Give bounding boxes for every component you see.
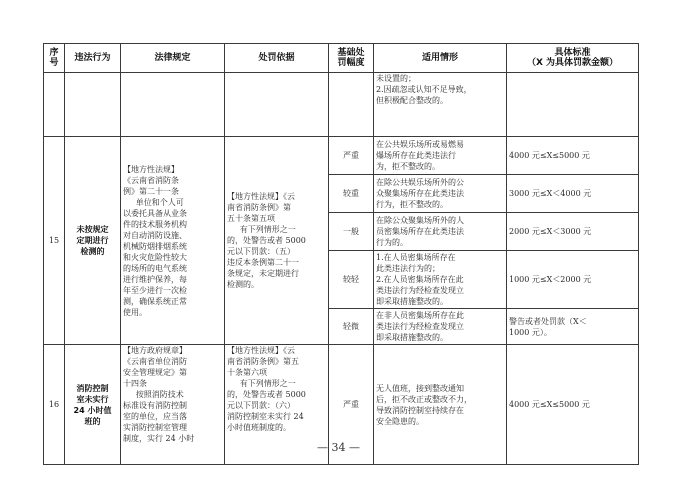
law-cell: 【地方政府规章】 《云南省单位消防 安全管理规定》第 十四条 按照消防技术 标准设有消防控制 室的单位，应当落 实消防控制室管理 制度，实行 24 小时 <box>121 345 225 465</box>
law-cell: 【地方性法规】 《云南省消防条 例》第二十一条 单位和个人可 以委托具备从业条 件的技术服务机构 对自动消防设施、 机械防烟排烟系统 和火灾危险性较大 的场所的电气系统 进行维护保养，每 年至少进行一次检 测，确保系统正常 使用。 <box>121 137 225 345</box>
degree-cell: 一般 <box>329 213 374 251</box>
standard-cell: 2000 元≤X＜3000 元 <box>507 213 639 251</box>
table-row-continued <box>44 73 639 137</box>
punishment-basis-cell: 【地方性法规】《云 南省消防条例》第 五十条第五项 有下列情形之一 的，处警告或者 5000 元以下罚款：（五） 违反本条例第二十一 条规定，未定期进行 检测的。 <box>225 137 329 345</box>
header-act: 违法行为 <box>65 44 121 73</box>
situation-cell: 1.在人员密集场所存在 此类违法行为的； 2.在人员密集场所存在此 类违法行为经检查发现立 即采取措施整改的。 <box>374 251 507 309</box>
header-punish: 处罚依据 <box>225 44 329 73</box>
standard-cell: 4000 元≤X≤5000 元 <box>507 137 639 175</box>
header-standard: 具体标准 （X 为具体罚款金额） <box>507 44 639 73</box>
header-law: 法律规定 <box>121 44 225 73</box>
situation-cell: 在公共娱乐场所或易燃易 爆场所存在此类违法行 为，拒不整改的。 <box>374 137 507 175</box>
header-situation: 适用情形 <box>374 44 507 73</box>
situation-cell: 无人值班，接到整改通知 后，拒不改正或整改不力， 导致消防控制室持续存在 安全隐患的。 <box>374 345 507 465</box>
table-row <box>44 137 639 175</box>
header-degree: 基础处 罚幅度 <box>329 44 374 73</box>
standard-cell: 4000 元≤X≤5000 元 <box>507 345 639 465</box>
degree-cell: 严重 <box>329 137 374 175</box>
degree-cell: 较重 <box>329 175 374 213</box>
row-number: 16 <box>44 345 65 465</box>
table-header-row <box>44 44 639 73</box>
standard-cell: 1000 元≤X＜2000 元 <box>507 251 639 309</box>
page-number: — 34 — <box>317 441 360 454</box>
standard-cell: 警告或者处罚款（X＜ 1000 元）。 <box>507 309 639 345</box>
standard-cell: 3000 元≤X＜4000 元 <box>507 175 639 213</box>
situation-cell: 在除公众聚集场所外的人 员密集场所存在此类违法 行为的。 <box>374 213 507 251</box>
punishment-basis-cell: 【地方性法规】《云 南省消防条例》第五 十条第六项 有下列情形之一 的，处警告或者 5000 元以下罚款：（六） 消防控制室未实行 24 小时值班制度的。 <box>225 345 329 465</box>
violation-cell: 未按规定 定期进行 检测的 <box>65 137 121 345</box>
situation-cell: 未设置的； 2.因疏忽或认知不足导致， 但积极配合整改的。 <box>374 73 507 137</box>
situation-cell: 在除公共娱乐场所外的公 众聚集场所存在此类违法 行为，拒不整改的。 <box>374 175 507 213</box>
situation-cell: 在非人员密集场所存在此 类违法行为经检查发现立 即采取措施整改的。 <box>374 309 507 345</box>
row-number: 15 <box>44 137 65 345</box>
degree-cell: 轻微 <box>329 309 374 345</box>
penalty-standard-table <box>43 43 639 465</box>
degree-cell: 较轻 <box>329 251 374 309</box>
degree-cell: 严重 <box>329 345 374 465</box>
violation-cell: 消防控制 室未实行 24 小时值 班的 <box>65 345 121 465</box>
header-seq: 序 号 <box>44 44 65 73</box>
